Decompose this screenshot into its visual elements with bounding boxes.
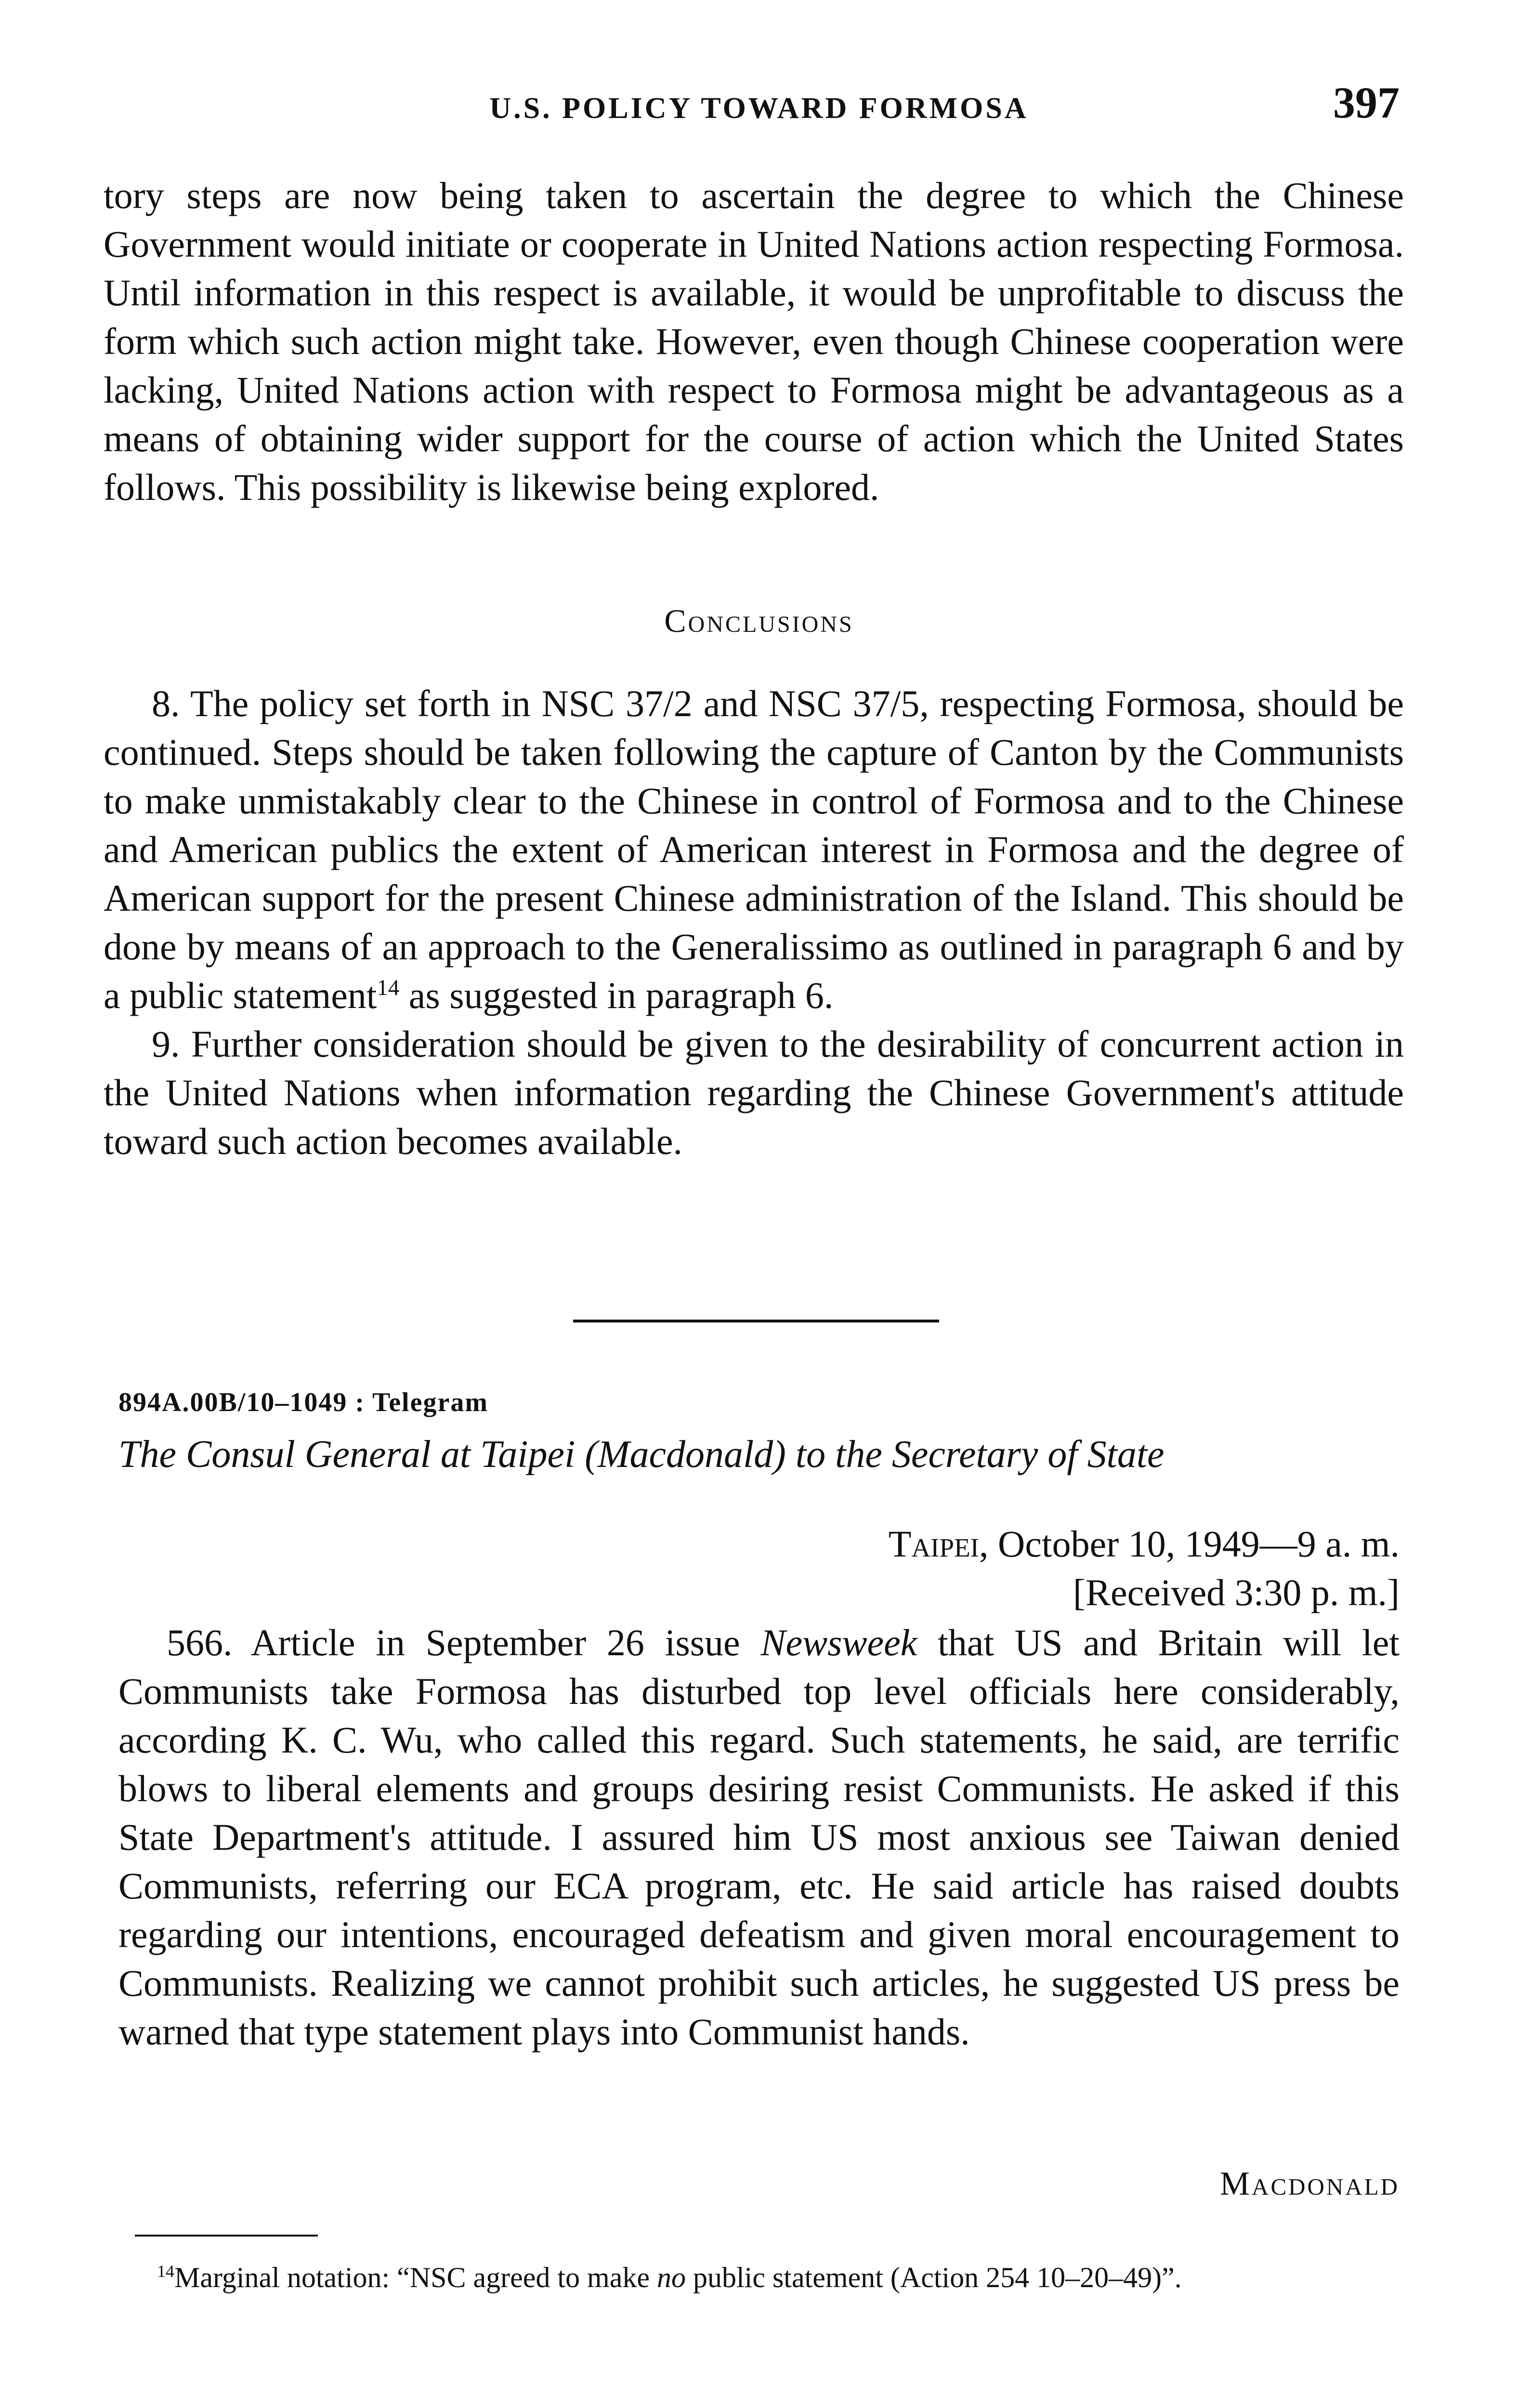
received-time: [Received 3:30 p. m.] xyxy=(1073,1571,1400,1613)
paragraph-8-text: 8. The policy set forth in NSC 37/2 and NSC 37/5, respecting Formosa, should be continued. Steps should be taken following the capture of Canton by the Communists to make unmistakably clear to the Chinese in control of Formosa and to the Chinese and American publics the extent of American interest in Formosa and the degree of American support for the present Chinese administration of the Island. This should be done by means of an approach to the Generalissimo as outlined in paragraph 6 and by a public statement xyxy=(104,682,1404,1016)
document-title: The Consul General at Taipei (Macdonald) to the Secretary of State xyxy=(118,1433,1165,1476)
page-header xyxy=(118,77,1400,140)
document-file-number: 894A.00B/10–1049 : Telegram xyxy=(118,1387,488,1417)
paragraph-9: 9. Further consideration should be given to the desirability of concurrent action in the United Nations when information regarding the Chinese Government's attitude toward such action becomes available. xyxy=(104,1023,1404,1162)
conclusions-body xyxy=(104,679,1404,1165)
conclusions-heading: Conclusions xyxy=(664,602,854,639)
dateline-place: Taipei xyxy=(888,1523,979,1565)
signature: Macdonald xyxy=(1219,2165,1400,2202)
telegram-number: 566. xyxy=(167,1622,233,1663)
footnote xyxy=(118,2259,1400,2296)
footnote-reference: 14 xyxy=(377,975,400,1000)
dateline-place-date xyxy=(889,1519,1400,1568)
dateline-date: , October 10, 1949—9 a. m. xyxy=(979,1523,1400,1565)
footnote-number: 14 xyxy=(157,2262,174,2281)
telegram-text: that US and Britain will let Communists take Formosa has disturbed top level officials here considerably, according K. C. Wu, who called this regard. Such statements, he said, are terrific blows to liberal elements and groups desiring resist Communists. He asked if this State Department's attitude. I assured him US most anxious see Taiwan denied Communists, referring our ECA program, etc. He said article has raised doubts regarding our intentions, encouraged defeatism and given moral encouragement to Communists. Realizing we cannot prohibit such articles, he suggested US press be warned that type statement plays into Communist hands. xyxy=(118,1622,1400,2053)
dateline xyxy=(889,1519,1400,1617)
intro-paragraph-block xyxy=(104,171,1404,511)
telegram-text-start: Article in September 26 issue xyxy=(232,1622,761,1663)
paragraph-8 xyxy=(104,679,1404,1020)
section-divider xyxy=(573,1320,939,1322)
running-head: U.S. POLICY TOWARD FORMOSA xyxy=(489,92,1029,125)
footnote-text-start: Marginal notation: “NSC agreed to make xyxy=(174,2262,657,2293)
footnote-text-end: public statement (Action 254 10–20–49)”. xyxy=(685,2262,1182,2293)
page-number: 397 xyxy=(1333,78,1400,127)
footnote-emphasis: no xyxy=(656,2262,686,2293)
telegram-body xyxy=(118,1618,1400,2056)
intro-paragraph: tory steps are now being taken to ascertain the degree to which the Chinese Government would initiate or cooperate in United Nations action respecting Formosa. Until information in this respect is available, it would be unprofitable to discuss the form which such action might take. However, even though Chinese cooperation were lacking, United Nations action with respect to Formosa might be advantageous as a means of obtaining wider support for the course of action which the United States follows. This possibility is likewise being explored. xyxy=(104,174,1404,508)
paragraph-8-text-end: as suggested in paragraph 6. xyxy=(399,974,834,1016)
telegram-paragraph xyxy=(118,1618,1400,2056)
magazine-name: Newsweek xyxy=(760,1622,917,1663)
footnote-divider xyxy=(135,2235,318,2237)
